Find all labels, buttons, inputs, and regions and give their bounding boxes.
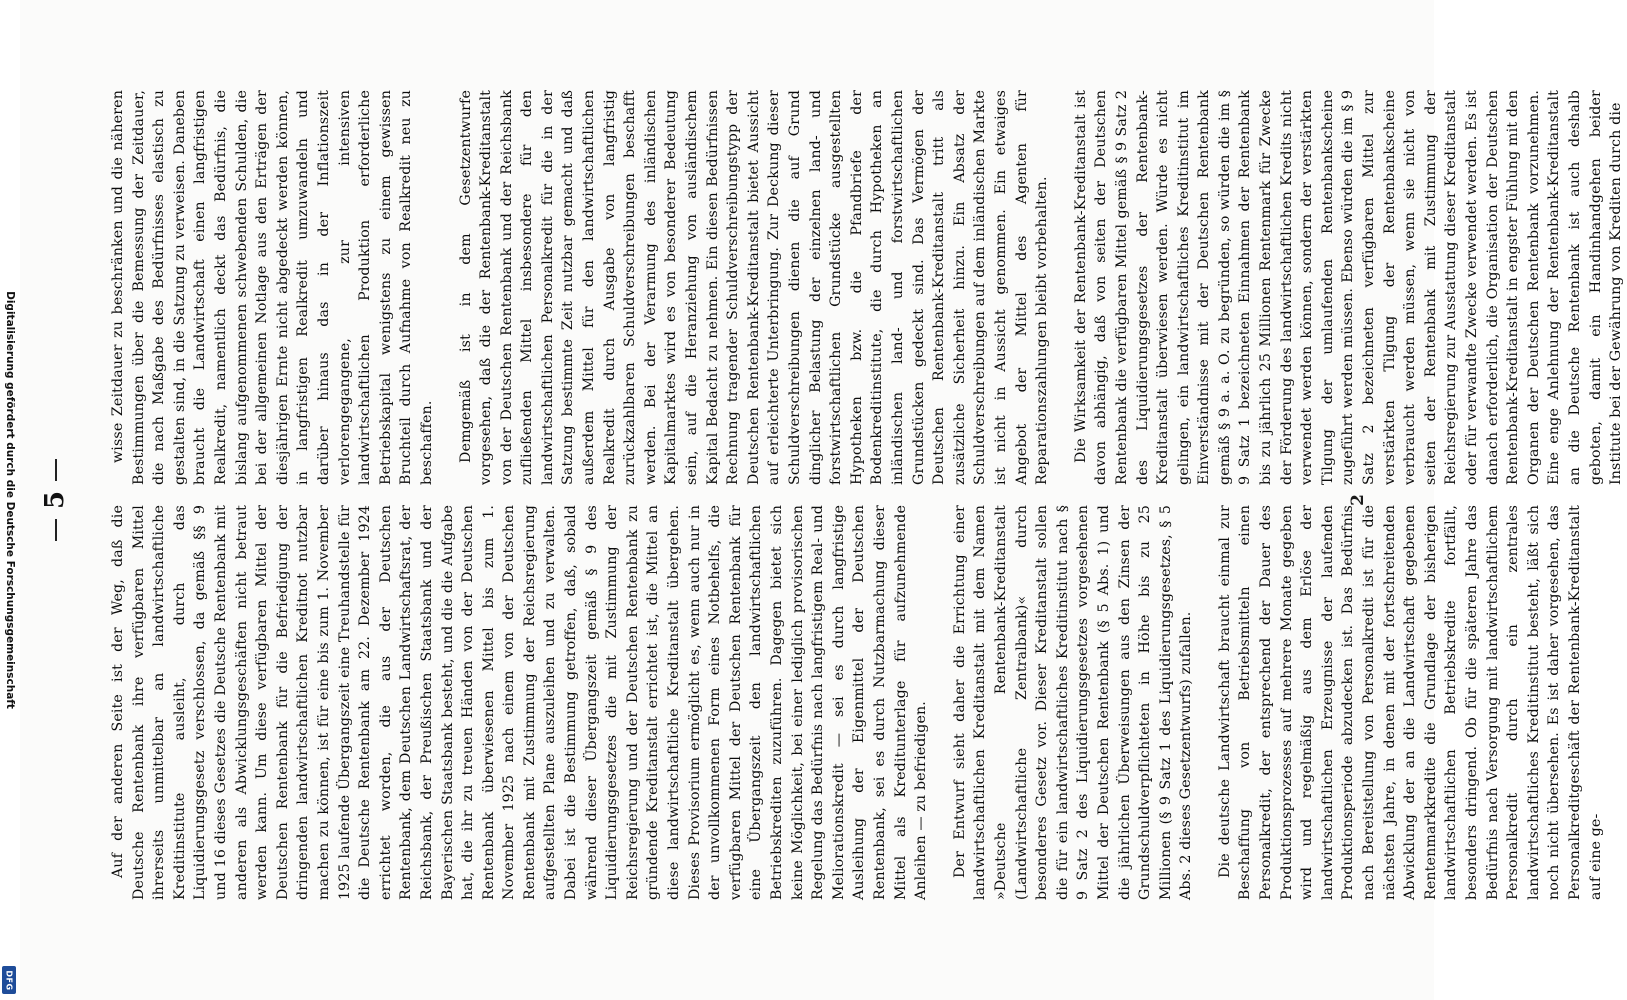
dfg-logo-text: DFG: [4, 969, 14, 991]
paragraph: Die Wirksamkeit der Rentenbank-Kreditanstalt ist davon abhängig, daß von seiten der Deutschen Rentenbank die verfügbaren Mittel gemäß § 9 Satz 2 des Liquidierungsgesetzes der Rentenbank-Kreditanstalt überwiesen werden. Würde es nicht gelingen, ein landwirtschaftliches Kreditinstitut im Einverständnisse mit der Deutschen Rentenbank gemäß § 9 a. a. O. zu begründen, so würden die im § 9 Satz 1 bezeichneten Einnahmen der Rentenbank bis zu jährlich 25 Millionen Rentenmark für Zwecke der Förderung des landwirtschaftlichen Kredits nicht verwendet werden können, sondern der verstärkten Tilgung der umlaufenden Rentenbankscheine zugeführt werden müssen. Ebenso würden die im § 9 Satz 2 bezeichneten verfügbaren Mittel zur verstärkten Tilgung der Rentenbankscheine verbraucht werden müssen, wenn sie nicht von seiten der Rentenbank mit Zustimmung der Reichsregierung zur Ausstattung dieser Kreditanstalt oder für verwandte Zwecke verwendet werden. Es ist danach erforderlich, die Organisation der Deutschen Rentenbank-Kreditanstalt in engster Fühlung mit den Organen der Deutschen Rentenbank vorzunehmen. Eine enge Anlehnung der Rentenbank-Kreditanstalt an die Deutsche Rentenbank ist auch deshalb geboten, damit ein Handinhandgehen beider Institute bei der Gewährung von Krediten durch die: [1072, 90, 1625, 485]
signature-mark: 2: [1348, 494, 1368, 506]
paragraph: Die deutsche Landwirtschaft braucht einmal zur Beschaffung von Betriebsmitteln einen Personalkredit, der entsprechend der Dauer des Produktionsprozesses auf mehrere Monate gegeben wird und regelmäßig aus dem Erlöse der landwirtschaftlichen Erzeugnisse der laufenden Produktionsperiode abzudecken ist. Das Bedürfnis nach Bereitstellung von Personalkredit ist für die nächsten Jahre, in denen mit der fortschreitenden Abwicklung der an die Landwirtschaft gegebenen Rentenmarkkredite die Grundlage der bisherigen landwirtschaftlichen Betriebskredite fortfällt, besonders dringend. Ob für die späteren Jahre das Bedürfnis nach Versorgung mit landwirtschaftlichem Personalkredit durch ein zentrales landwirtschaftliches Kreditinstitut besteht, läßt sich noch nicht übersehen. Es ist daher vorgesehen, das Personalkreditgeschäft der Rentenbank-Kreditanstalt auf eine ge-: [1216, 505, 1604, 900]
paragraph: Auf der anderen Seite ist der Weg, daß die Deutsche Rentenbank ihre verfügbaren Mittel ihrerseits unmittelbar an landwirtschaftliche Kreditinstitute ausleiht, durch das Liquidierungsgesetz verschlossen, da gemäß §§ 9 und 16 dieses Gesetzes die Deutsche Rentenbank mit anderen als Abwicklungsgeschäften nicht betraut werden kann. Um diese verfügbaren Mittel der Deutschen Rentenbank für die Befriedigung der dringenden landwirtschaftlichen Kreditnot nutzbar machen zu können, ist für eine bis zum 1. November 1925 laufende Übergangszeit eine Treuhandstelle für die Deutsche Rentenbank am 22. Dezember 1924 errichtet worden, die aus der Deutschen Rentenbank, dem Deutschen Landwirtschaftsrat, der Reichsbank, der Preußischen Staatsbank und der Bayerischen Staatsbank besteht, und die die Aufgabe hat, die ihr zu treuen Händen von der Deutschen Rentenbank überwiesenen Mittel bis zum 1. November 1925 nach einem von der Deutschen Rentenbank mit Zustimmung der Reichsregierung aufgestellten Plane auszuleihen und zu verwalten. Dabei ist die Bestimmung getroffen, daß, sobald während dieser Übergangszeit gemäß § 9 des Liquidierungsgesetzes die mit Zustimmung der Reichsregierung und der Deutschen Rentenbank zu gründende Kreditanstalt errichtet ist, die Mittel an diese landwirtschaftliche Kreditanstalt übergehen. Dieses Provisorium ermöglicht es, wenn auch nur in der unvollkommenen Form eines Notbehelfs, die verfügbaren Mittel der Deutschen Rentenbank für eine Übergangszeit den landwirtschaftlichen Betriebskrediten zuzuführen. Dagegen bietet sich keine Möglichkeit, bei einer lediglich provisorischen Regelung das Bedürfnis nach langfristigem Real- und Meliorationskredit — sei es durch langfristige Ausleihung der Eigenmittel der Deutschen Rentenbank, sei es durch Nutzbarmachung dieser Mittel als Kreditunterlage für aufzunehmende Anleihen — zu befriedigen.: [110, 505, 930, 900]
text-column-right: [108, 90, 1625, 485]
paragraph: Der Entwurf sieht daher die Errichtung einer landwirtschaftlichen Kreditanstalt mit dem Namen »Deutsche Rentenbank-Kreditanstalt (Landwirtschaftliche Zentralbank)« durch besonderes Gesetz vor. Dieser Kreditanstalt sollen die für ein landwirtschaftliches Kreditinstitut nach § 9 Satz 2 des Liquidierungsgesetzes vorgesehenen Mittel der Deutschen Rentenbank (§ 5 Abs. 1) und die jährlichen Überweisungen aus den Zinsen der Grundschuldverpflichteten in Höhe bis zu 25 Millionen (§ 9 Satz 1 des Liquidierungsgesetzes, § 5 Abs. 2 dieses Gesetzentwurfs) zufallen.: [951, 505, 1195, 900]
text-column-left: [108, 505, 1604, 900]
paragraph: Demgemäß ist in dem Gesetzentwurfe vorgesehen, daß die der Rentenbank-Kreditanstalt von der Deutschen Rentenbank und der Reichsbank zufließenden Mittel insbesondere für den landwirtschaftlichen Personalkredit für die in der Satzung bestimmte Zeit nutzbar gemacht und daß außerdem Mittel für den landwirtschaftlichen Realkredit durch Ausgabe von langfristig zurückzahlbaren Schuldverschreibungen beschafft werden. Bei der Verarmung des inländischen Kapitalmarktes wird es von besonderer Bedeutung sein, auf die Heranziehung von ausländischem Kapital Bedacht zu nehmen. Ein diesen Bedürfnissen Rechnung tragender Schuldverschreibungstypp der Deutschen Rentenbank-Kreditanstalt bietet Aussicht auf erleichterte Unterbringung. Zur Deckung dieser Schuldverschreibungen dienen die auf Grund dinglicher Belastung der einzelnen land- und forstwirtschaftlichen Grundstücke ausgestellten Hypotheken bzw. die Pfandbriefe der Bodenkreditinstitute, die durch Hypotheken an inländischen land- und forstwirtschaftlichen Grundstücken gedeckt sind. Das Vermögen der Deutschen Rentenbank-Kreditanstalt tritt als zusätzliche Sicherheit hinzu. Ein Absatz der Schuldverschreibungen auf dem inländischen Markte ist nicht in Aussicht genommen. Ein etwaiges Angebot der Mittel des Agenten für Reparationszahlungen bleibt vorbehalten.: [457, 90, 1051, 485]
digitization-credit: Digitalisierung gefördert durch die Deutsche Forschungsgemeinschaft: [4, 291, 16, 709]
page-number: 5: [40, 0, 70, 1000]
paragraph: wisse Zeitdauer zu beschränken und die näheren Bestimmungen über die Bemessung der Zeitdauer, die nach Maßgabe des Bedürfnisses elastisch zu gestalten sind, in die Satzung zu verweisen. Daneben braucht die Landwirtschaft einen langfristigen Realkredit, namentlich deckt das Bedürfnis, die bislang aufgenommenen schwebenden Schulden, die bei der allgemeinen Notlage aus den Erträgen der diesjährigen Ernte nicht abgedeckt werden können, in langfristigen Realkredit umzuwandeln und darüber hinaus das in der Inflationszeit verlorengegangene, zur intensiven landwirtschaftlichen Produktion erforderliche Betriebskapital wenigstens zu einem gewissen Bruchteil durch Aufnahme von Realkredit neu zu beschaffen.: [110, 90, 435, 485]
